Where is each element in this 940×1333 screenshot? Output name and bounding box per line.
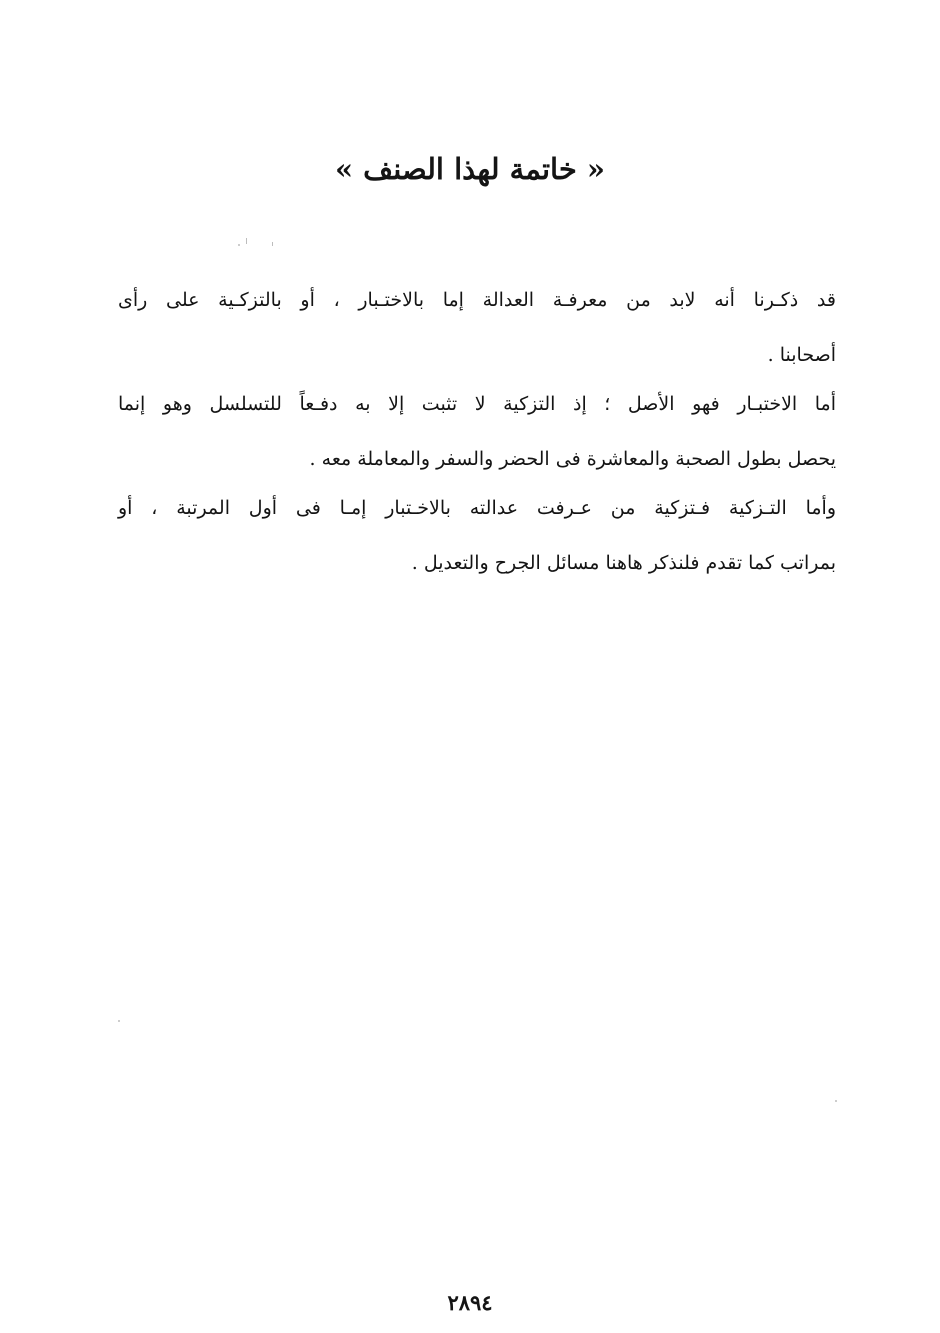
paragraph-line: قد ذكـرنا أنه لابد من معرفـة العدالة إما بالاختـبار ، أو بالتزكـية على رأى <box>118 289 836 311</box>
scan-speck <box>835 1100 837 1102</box>
scan-speck <box>272 242 273 246</box>
page-number: ٢٨٩٤ <box>447 1290 493 1315</box>
paragraph-line: وأما التـزكية فـتزكية من عـرفت عدالته بالاخـتبار إمـا فى أول المرتبة ، أو <box>118 497 836 519</box>
paragraph-line: أما الاختبـار فهو الأصل ؛ إذ التزكية لا تثبت إلا به دفـعاً للتسلسل وهو إنما <box>118 393 836 415</box>
paragraph-2 <box>118 377 836 487</box>
scan-speck <box>118 1020 120 1022</box>
section-title: « خاتمة لهذا الصنف » <box>334 152 606 186</box>
paragraph-line: أصحابنا . <box>767 344 836 366</box>
paragraph-line: يحصل بطول الصحبة والمعاشرة فى الحضر والسفر والمعاملة معه . <box>309 448 836 470</box>
paragraph-1 <box>118 273 836 383</box>
scan-speck <box>238 244 240 246</box>
paragraph-3 <box>118 481 836 591</box>
paragraph-line: بمراتب كما تقدم فلنذكر هاهنا مسائل الجرح والتعديل . <box>411 552 836 574</box>
scan-speck <box>246 238 247 244</box>
